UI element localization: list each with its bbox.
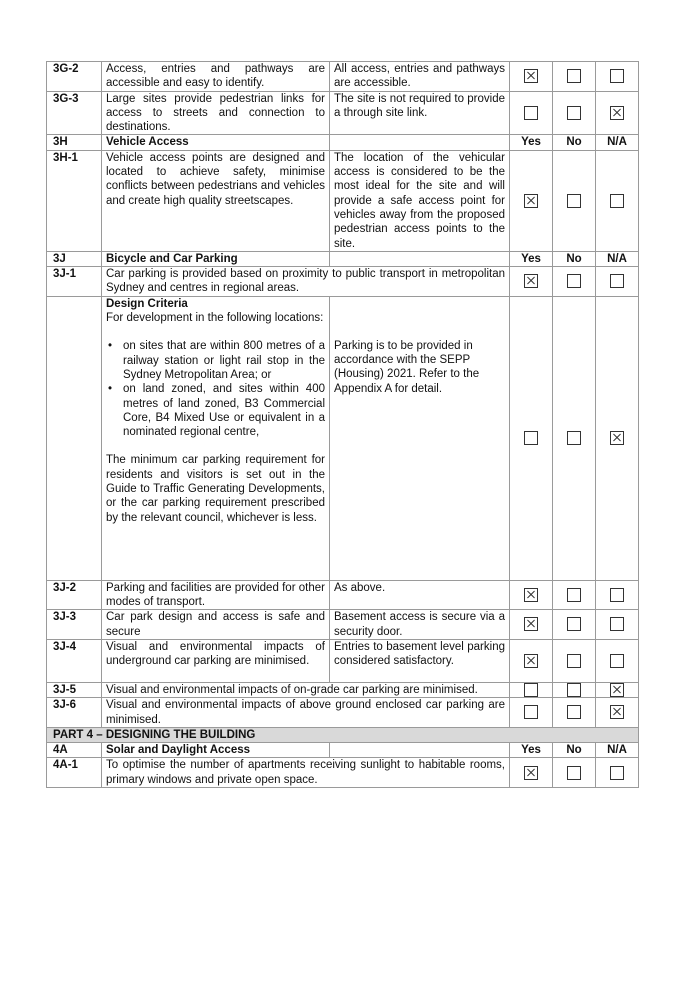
requirement-text: Parking and facilities are provided for other modes of transport. bbox=[102, 580, 330, 610]
table-row bbox=[47, 682, 639, 697]
na-checkbox[interactable] bbox=[610, 683, 624, 697]
section-title: Vehicle Access bbox=[102, 135, 330, 150]
yes-checkbox[interactable] bbox=[524, 617, 538, 631]
requirement-text: Car parking is provided based on proximity to public transport in metropolitan Sydney and centres in regional areas. bbox=[102, 267, 510, 297]
part-title: PART 4 – DESIGNING THE BUILDING bbox=[47, 727, 639, 742]
yes-checkbox[interactable] bbox=[524, 654, 538, 668]
section-row bbox=[47, 251, 639, 266]
no-checkbox[interactable] bbox=[567, 431, 581, 445]
compliance-table bbox=[46, 61, 639, 788]
table-row bbox=[47, 610, 639, 640]
table-row bbox=[47, 267, 639, 297]
comment-text: All access, entries and pathways are accessible. bbox=[330, 62, 510, 92]
na-checkbox[interactable] bbox=[610, 588, 624, 602]
na-checkbox[interactable] bbox=[610, 194, 624, 208]
row-id: 3J-3 bbox=[47, 610, 102, 640]
comment-cell bbox=[330, 296, 510, 580]
yes-checkbox[interactable] bbox=[524, 106, 538, 120]
row-id: 4A bbox=[47, 743, 102, 758]
na-header: N/A bbox=[596, 743, 639, 758]
row-id: 3J bbox=[47, 251, 102, 266]
row-id: 3J-1 bbox=[47, 267, 102, 297]
requirement-text: Access, entries and pathways are accessible and easy to identify. bbox=[102, 62, 330, 92]
row-id: 3G-3 bbox=[47, 91, 102, 135]
table-row bbox=[47, 91, 639, 135]
table-row bbox=[47, 639, 639, 682]
comment-text: Basement access is secure via a security door. bbox=[330, 610, 510, 640]
part-row bbox=[47, 727, 639, 742]
yes-checkbox[interactable] bbox=[524, 588, 538, 602]
list-item: • on land zoned, and sites within 400 metres of land zoned, B3 Commercial Core, B4 Mixed Use or equivalent in a nominated regional centre, bbox=[106, 382, 325, 439]
na-checkbox[interactable] bbox=[610, 274, 624, 288]
row-id: 3J-5 bbox=[47, 682, 102, 697]
row-id: 3J-4 bbox=[47, 639, 102, 682]
no-checkbox[interactable] bbox=[567, 654, 581, 668]
no-checkbox[interactable] bbox=[567, 705, 581, 719]
row-id: 3H bbox=[47, 135, 102, 150]
design-criteria bbox=[102, 296, 330, 580]
yes-checkbox[interactable] bbox=[524, 69, 538, 83]
table-row bbox=[47, 150, 639, 251]
na-checkbox[interactable] bbox=[610, 431, 624, 445]
requirement-text: To optimise the number of apartments receiving sunlight to habitable rooms, primary windows and private open space. bbox=[102, 758, 510, 788]
table-row bbox=[47, 580, 639, 610]
na-checkbox[interactable] bbox=[610, 617, 624, 631]
yes-header: Yes bbox=[510, 251, 553, 266]
row-id: 3J-2 bbox=[47, 580, 102, 610]
comment-text: The location of the vehicular access is considered to be the most ideal for the site and will provide a safe access point for vehicles away from the proposed pedestrian access points to the site. bbox=[330, 150, 510, 251]
requirement-text: Visual and environmental impacts of underground car parking are minimised. bbox=[102, 639, 330, 682]
list-item: • on sites that are within 800 metres of a railway station or light rail stop in the Sydney Metropolitan Area; or bbox=[106, 339, 325, 382]
no-checkbox[interactable] bbox=[567, 683, 581, 697]
na-checkbox[interactable] bbox=[610, 654, 624, 668]
na-header: N/A bbox=[596, 135, 639, 150]
comment-text: As above. bbox=[330, 580, 510, 610]
requirement-text: Car park design and access is safe and secure bbox=[102, 610, 330, 640]
section-title: Solar and Daylight Access bbox=[102, 743, 330, 758]
yes-header: Yes bbox=[510, 743, 553, 758]
compliance-table-region bbox=[46, 61, 638, 788]
yes-checkbox[interactable] bbox=[524, 705, 538, 719]
table-row bbox=[47, 758, 639, 788]
requirement-text: Visual and environmental impacts of above ground enclosed car parking are minimised. bbox=[102, 698, 510, 728]
row-id: 3G-2 bbox=[47, 62, 102, 92]
design-criteria-heading: Design Criteria bbox=[106, 297, 188, 310]
row-id: 3J-6 bbox=[47, 698, 102, 728]
no-checkbox[interactable] bbox=[567, 766, 581, 780]
no-checkbox[interactable] bbox=[567, 274, 581, 288]
requirement-text: Large sites provide pedestrian links for access to streets and connection to destinations. bbox=[102, 91, 330, 135]
section-row bbox=[47, 743, 639, 758]
no-header: No bbox=[553, 135, 596, 150]
no-header: No bbox=[553, 743, 596, 758]
requirement-text: Vehicle access points are designed and located to achieve safety, minimise conflicts between pedestrians and vehicles and create high quality streetscapes. bbox=[102, 150, 330, 251]
design-criteria-outro: The minimum car parking requirement for residents and visitors is set out in the Guide to Traffic Generating Developments, or the car parking requirement prescribed by the relevant council, whichever is less. bbox=[106, 454, 325, 524]
na-header: N/A bbox=[596, 251, 639, 266]
row-id bbox=[47, 296, 102, 580]
table-row bbox=[47, 62, 639, 92]
table-row bbox=[47, 698, 639, 728]
no-checkbox[interactable] bbox=[567, 194, 581, 208]
yes-checkbox[interactable] bbox=[524, 431, 538, 445]
requirement-text: Visual and environmental impacts of on-grade car parking are minimised. bbox=[102, 682, 510, 697]
no-checkbox[interactable] bbox=[567, 588, 581, 602]
yes-checkbox[interactable] bbox=[524, 194, 538, 208]
row-id: 4A-1 bbox=[47, 758, 102, 788]
na-checkbox[interactable] bbox=[610, 705, 624, 719]
comment-text: Entries to basement level parking considered satisfactory. bbox=[330, 639, 510, 682]
comment-text: Parking is to be provided in accordance with the SEPP (Housing) 2021. Refer to the Appendix A for detail. bbox=[334, 339, 480, 395]
design-criteria-row bbox=[47, 296, 639, 580]
na-checkbox[interactable] bbox=[610, 766, 624, 780]
na-checkbox[interactable] bbox=[610, 106, 624, 120]
yes-header: Yes bbox=[510, 135, 553, 150]
section-title: Bicycle and Car Parking bbox=[102, 251, 330, 266]
no-checkbox[interactable] bbox=[567, 106, 581, 120]
yes-checkbox[interactable] bbox=[524, 274, 538, 288]
na-checkbox[interactable] bbox=[610, 69, 624, 83]
no-checkbox[interactable] bbox=[567, 617, 581, 631]
design-criteria-list bbox=[106, 339, 325, 439]
yes-checkbox[interactable] bbox=[524, 766, 538, 780]
comment-text: The site is not required to provide a through site link. bbox=[330, 91, 510, 135]
yes-checkbox[interactable] bbox=[524, 683, 538, 697]
section-row bbox=[47, 135, 639, 150]
no-checkbox[interactable] bbox=[567, 69, 581, 83]
no-header: No bbox=[553, 251, 596, 266]
row-id: 3H-1 bbox=[47, 150, 102, 251]
design-criteria-intro: For development in the following locations: bbox=[106, 312, 324, 325]
